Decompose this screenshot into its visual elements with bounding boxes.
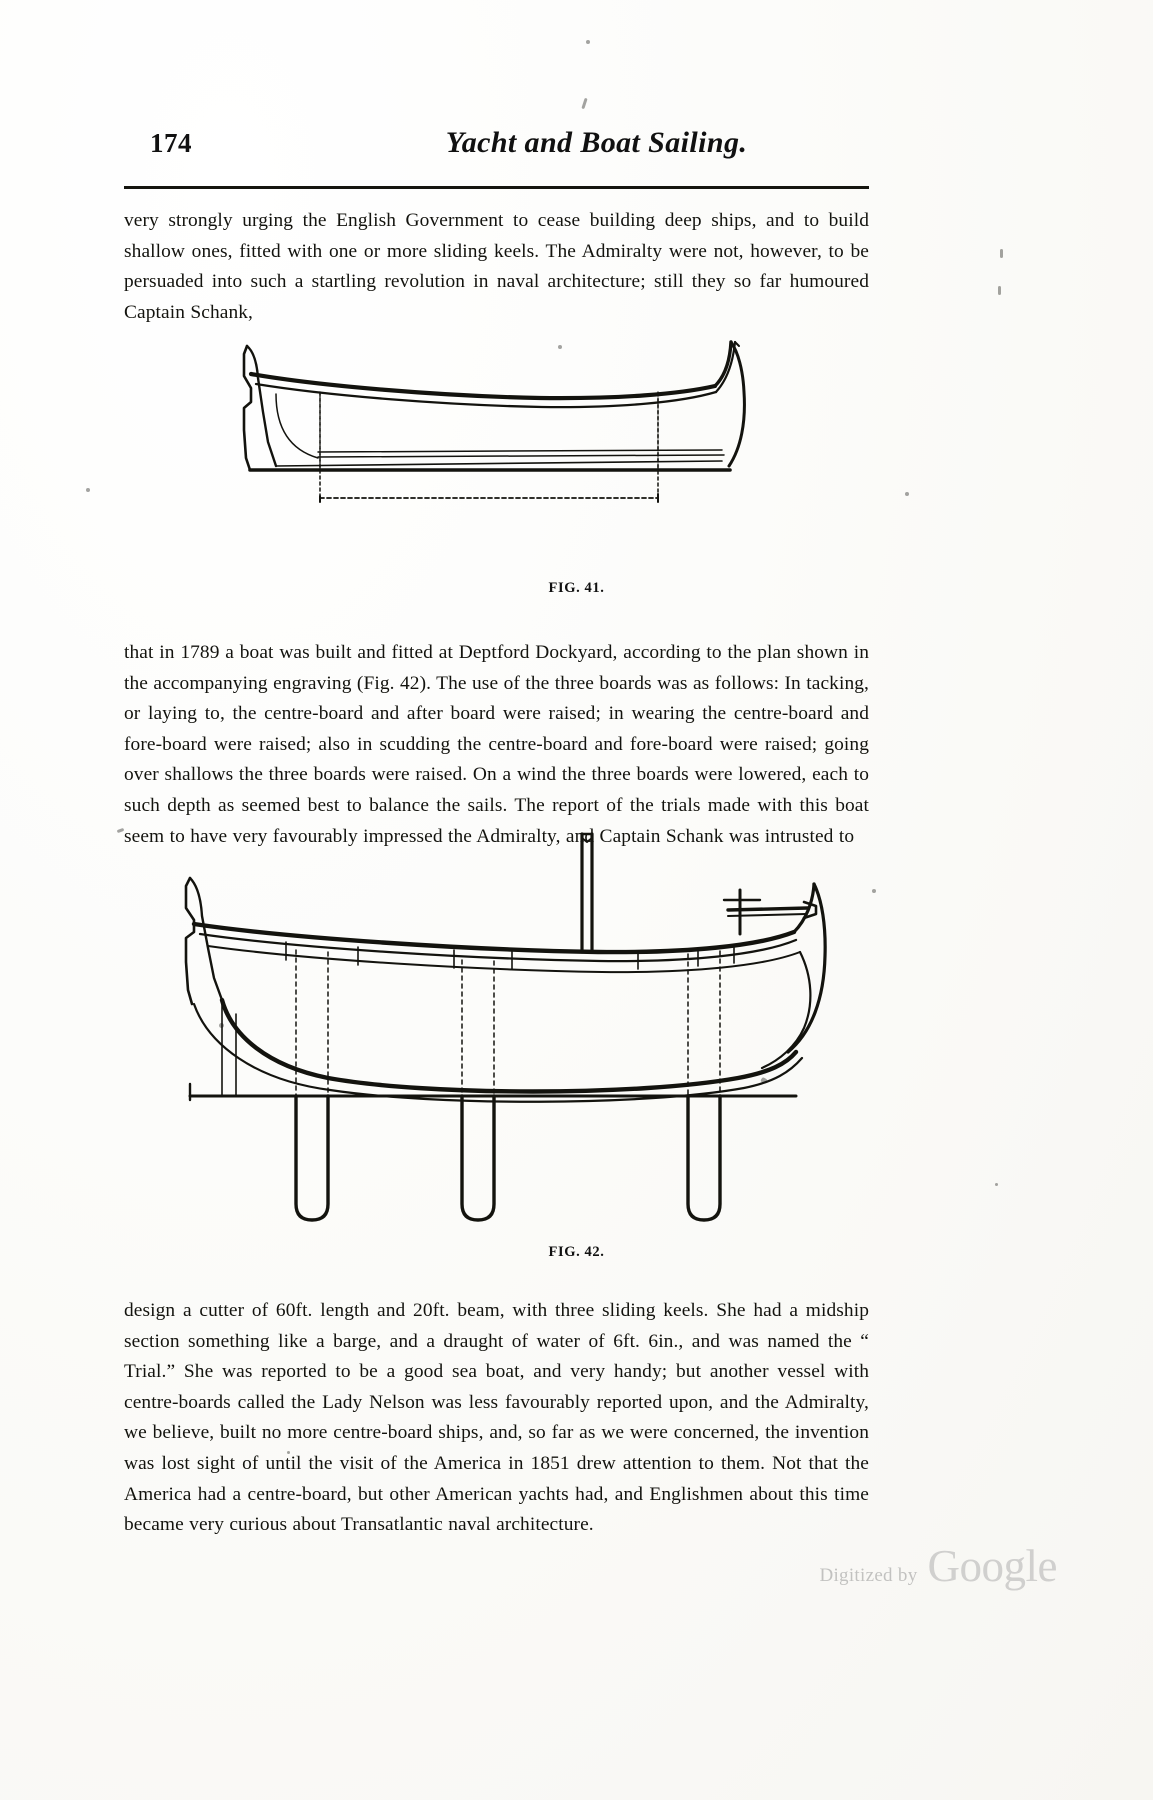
figure-42 bbox=[168, 828, 848, 1240]
digitized-watermark bbox=[819, 1540, 1057, 1592]
figure-41-caption bbox=[0, 580, 1153, 597]
google-logo-text: Google bbox=[927, 1541, 1057, 1591]
watermark-text: Digitized by bbox=[819, 1565, 918, 1586]
header-rule bbox=[124, 186, 869, 189]
figure-42-caption bbox=[0, 1244, 1153, 1261]
paragraph-3-text: design a cutter of 60ft. length and 20ft. beam, with three sliding keels. She had a midship section something like a barge, and a draught of water of 6ft. 6in., and was named the “ Trial.” She was reported to be a good sea boat, and very handy; but another vessel with centre-boards called the Lady Nelson was less favourably reported upon, and the Admiralty, we believe, built no more centre-board ships, and, so far as we were concerned, the invention was lost sight of until the visit of the America in 1851 drew attention to them. Not that the America had a centre-board, but other American yachts had, and Englishmen about this time became very curious about Transatlantic naval architecture. bbox=[124, 1300, 869, 1536]
paragraph-3 bbox=[124, 1296, 869, 1541]
figure-42-illustration bbox=[168, 828, 848, 1240]
figure-41-illustration bbox=[210, 330, 790, 510]
paragraph-2 bbox=[124, 638, 869, 852]
scan-speck bbox=[872, 889, 876, 893]
page-number: 174 bbox=[150, 128, 192, 158]
page-header bbox=[0, 128, 1153, 174]
scan-speck bbox=[86, 488, 90, 492]
figure-41-caption-text: FIG. 41. bbox=[548, 580, 605, 596]
scan-speck bbox=[998, 286, 1001, 295]
scan-speck bbox=[581, 98, 587, 109]
scan-speck bbox=[1000, 249, 1003, 258]
figure-42-caption-text: FIG. 42. bbox=[548, 1244, 605, 1260]
scan-speck bbox=[995, 1183, 998, 1186]
paragraph-1 bbox=[124, 206, 869, 328]
scan-speck bbox=[586, 40, 590, 44]
figure-41 bbox=[210, 330, 790, 510]
running-title: Yacht and Boat Sailing. bbox=[445, 126, 748, 159]
paragraph-2-text: that in 1789 a boat was built and fitted at Deptford Dockyard, according to the plan shown in the accompanying engraving (Fig. 42). The use of the three boards was as follows: In tacking, or laying to, the centre-board and after board were raised; in wearing the centre-board and fore-board were raised; also in scudding the centre-board and fore-board were raised; going over shallows the three boards were raised. On a wind the three boards were lowered, each to such depth as seemed best to balance the sails. The report of the trials made with this boat seem to have very favourably impressed the Admiralty, and Captain Schank was intrusted to bbox=[124, 642, 869, 847]
paragraph-1-text: very strongly urging the English Government to cease building deep ships, and to build shallow ones, fitted with one or more sliding keels. The Admiralty were not, however, to be persuaded into such a startling revolution in naval architecture; still they so far humoured Captain Schank, bbox=[124, 210, 869, 323]
scan-speck bbox=[905, 492, 909, 496]
